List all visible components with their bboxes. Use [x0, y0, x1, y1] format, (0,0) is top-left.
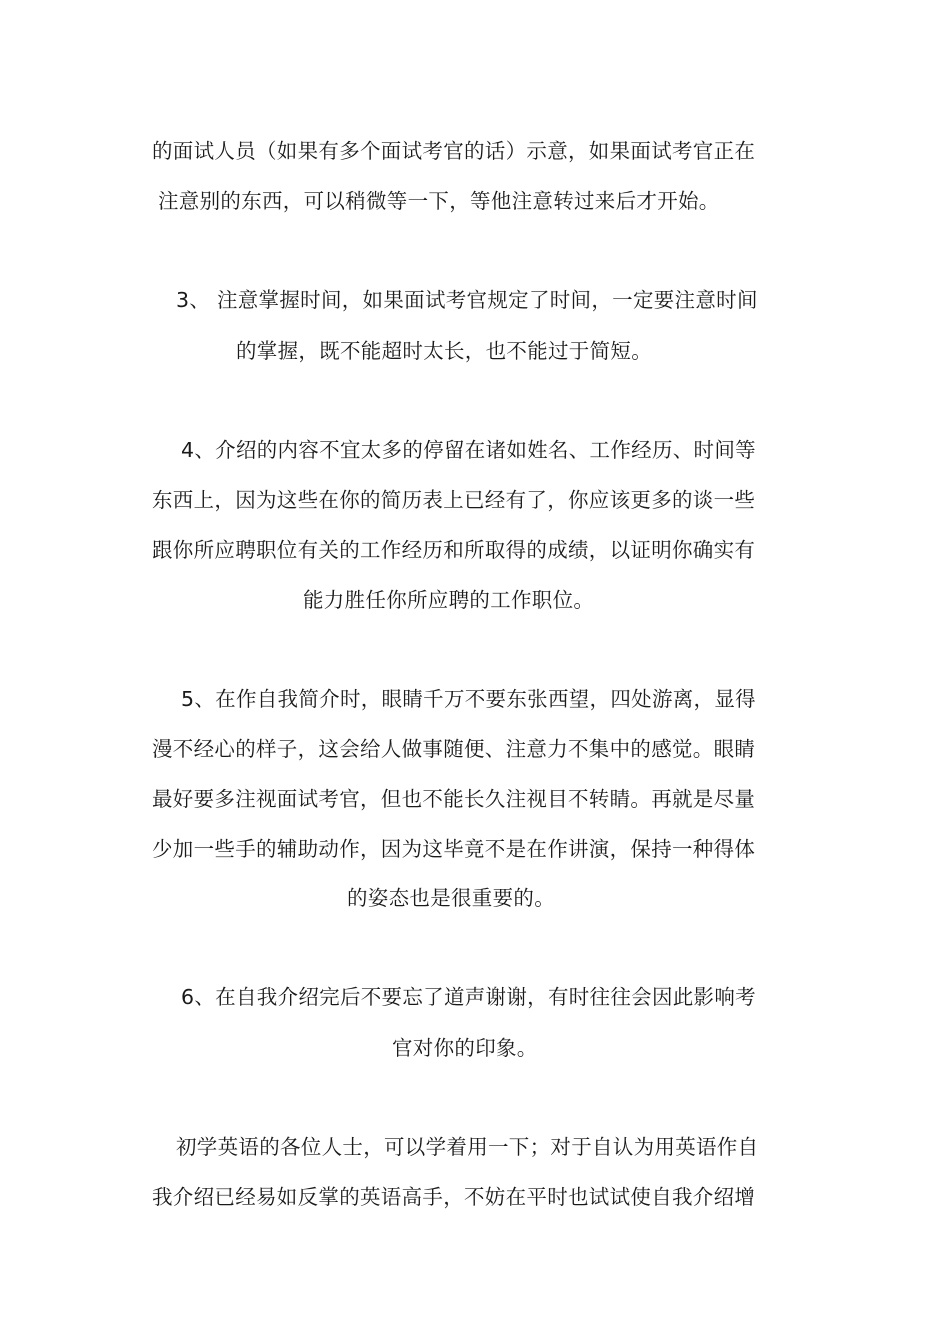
- paragraph-4-line-2: 漫不经心的样子，这会给人做事随便、注意力不集中的感觉。眼睛: [152, 737, 756, 761]
- paragraph-6-line-2: 我介绍已经易如反掌的英语高手，不妨在平时也试试使自我介绍增: [152, 1185, 756, 1209]
- paragraph-4-line-5: 的姿态也是很重要的。: [347, 886, 555, 910]
- paragraph-5-line-2: 官对你的印象。: [392, 1036, 538, 1060]
- paragraph-4-line-4: 少加一些手的辅助动作，因为这毕竟不是在作讲演，保持一种得体: [152, 837, 756, 861]
- paragraph-4-line-3: 最好要多注视面试考官，但也不能长久注视目不转睛。再就是尽量: [152, 787, 756, 811]
- paragraph-1-line-2: 注意别的东西，可以稍微等一下，等他注意转过来后才开始。: [158, 189, 720, 213]
- paragraph-1-line-1: 的面试人员（如果有多个面试考官的话）示意，如果面试考官正在: [152, 139, 756, 163]
- paragraph-6-line-1: 初学英语的各位人士，可以学着用一下；对于自认为用英语作自: [176, 1135, 759, 1159]
- paragraph-3-line-3: 跟你所应聘职位有关的工作经历和所取得的成绩，以证明你确实有: [152, 538, 756, 562]
- paragraph-5-line-1: 6、在自我介绍完后不要忘了道声谢谢，有时往往会因此影响考: [181, 985, 756, 1009]
- paragraph-3-line-1: 4、介绍的内容不宜太多的停留在诸如姓名、工作经历、时间等: [181, 438, 756, 462]
- paragraph-4-line-1: 5、在作自我简介时，眼睛千万不要东张西望，四处游离，显得: [181, 687, 756, 711]
- paragraph-3-line-4: 能力胜任你所应聘的工作职位。: [303, 588, 595, 612]
- paragraph-2-line-2: 的掌握，既不能超时太长，也不能过于简短。: [236, 339, 652, 363]
- paragraph-3-line-2: 东西上，因为这些在你的简历表上已经有了，你应该更多的谈一些: [152, 488, 756, 512]
- paragraph-2-line-1: 3、 注意掌握时间，如果面试考官规定了时间，一定要注意时间: [176, 288, 758, 312]
